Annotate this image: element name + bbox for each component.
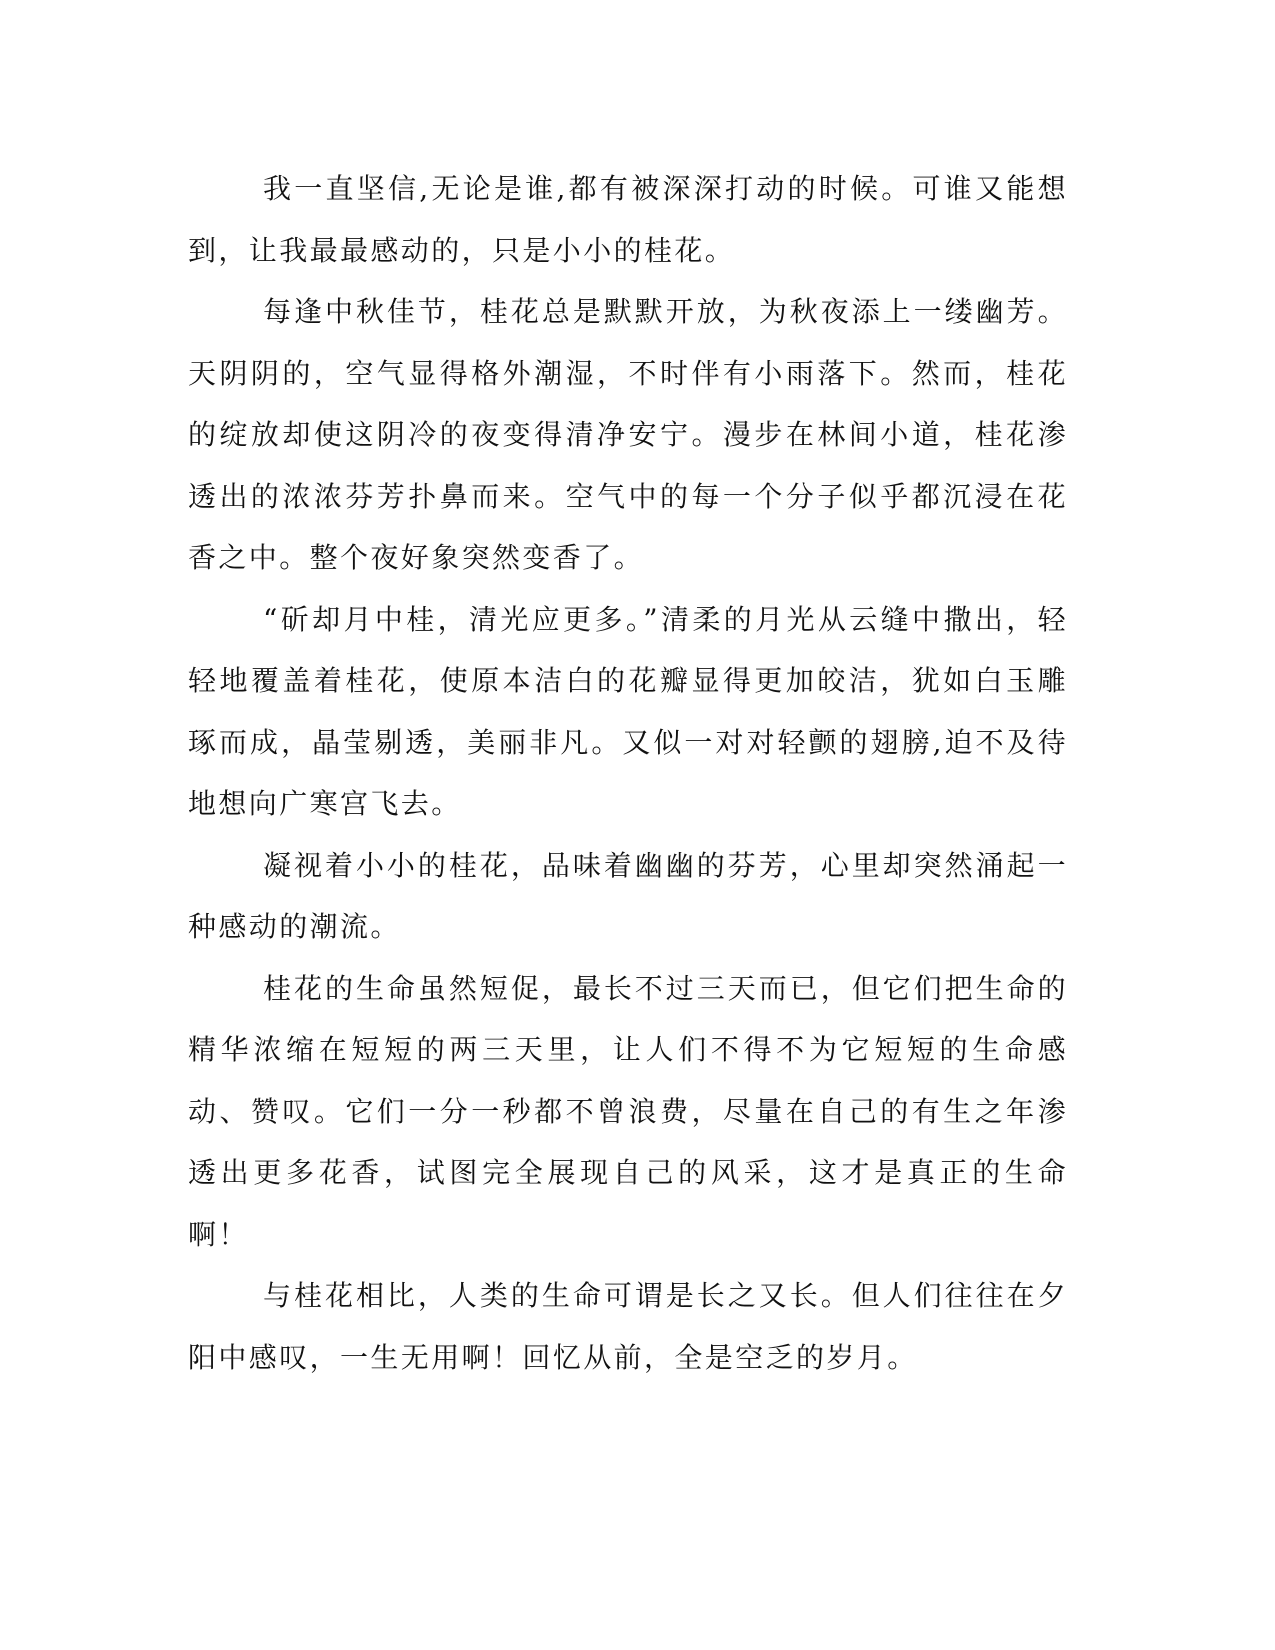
paragraph-3: “斫却月中桂，清光应更多。”清柔的月光从云缝中撒出，轻轻地覆盖着桂花，使原本洁白的花瓣显得更加皎洁，犹如白玉雕琢而成，晶莹剔透，美丽非凡。又似一对对轻颤的翅膀,迫不及待地想向广寒宫飞去。 xyxy=(188,602,1068,820)
document-body xyxy=(188,158,1068,1388)
paragraph-4: 凝视着小小的桂花，品味着幽幽的芬芳，心里却突然涌起一种感动的潮流。 xyxy=(188,848,1068,943)
paragraph-2: 每逢中秋佳节，桂花总是默默开放，为秋夜添上一缕幽芳。天阴阴的，空气显得格外潮湿，不时伴有小雨落下。然而，桂花的绽放却使这阴冷的夜变得清净安宁。漫步在林间小道，桂花渗透出的浓浓芬芳扑鼻而来。空气中的每一个分子似乎都沉浸在花香之中。整个夜好象突然变香了。 xyxy=(188,295,1068,574)
paragraph-5: 桂花的生命虽然短促，最长不过三天而已，但它们把生命的精华浓缩在短短的两三天里，让人们不得不为它短短的生命感动、赞叹。它们一分一秒都不曾浪费，尽量在自己的有生之年渗透出更多花香，试图完全展现自己的风采，这才是真正的生命啊！ xyxy=(188,971,1068,1251)
paragraph-6: 与桂花相比，人类的生命可谓是长之又长。但人们往往在夕阳中感叹，一生无用啊！回忆从前，全是空乏的岁月。 xyxy=(188,1279,1068,1374)
paragraph-1: 我一直坚信,无论是谁,都有被深深打动的时候。可谁又能想到，让我最最感动的，只是小小的桂花。 xyxy=(188,172,1068,267)
